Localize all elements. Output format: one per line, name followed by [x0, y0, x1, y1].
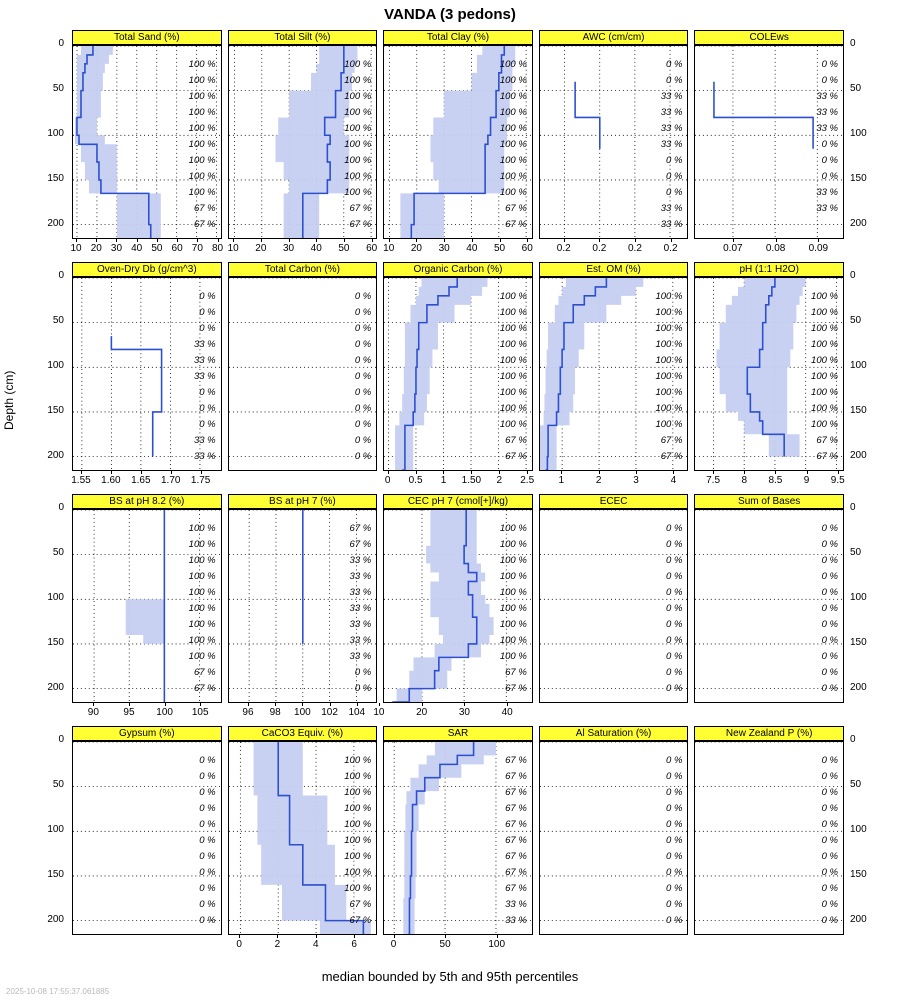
panel-cec-ph-7-cmol-kg — [383, 494, 533, 703]
plot-region — [383, 45, 533, 239]
plot-region — [694, 741, 844, 935]
x-tick-label: 1.50 — [461, 475, 482, 486]
x-tick-label: 0.2 — [628, 243, 642, 254]
x-tick-label: 1.65 — [131, 475, 151, 486]
panel-sar — [383, 726, 533, 935]
x-tick-label: 2.5 — [520, 475, 535, 486]
x-tick-label: 30 — [458, 707, 470, 718]
panel-ecec — [539, 494, 689, 703]
y-tick-label: 200 — [47, 682, 64, 694]
x-tick-label: 4 — [313, 939, 319, 950]
x-axis — [228, 939, 378, 953]
y-tick-label: 100 — [850, 128, 867, 140]
x-tick-label: 7.5 — [706, 475, 721, 486]
panel-title: ECEC — [539, 494, 689, 509]
y-tick-label: 100 — [47, 360, 64, 372]
y-axis-left — [38, 270, 68, 471]
x-axis — [539, 939, 689, 953]
y-tick-label: 50 — [850, 315, 862, 327]
y-axis-right — [848, 38, 882, 239]
x-tick-label: 0.09 — [808, 243, 829, 254]
x-tick-label: 100 — [488, 939, 506, 950]
x-tick-label: 50 — [493, 243, 506, 254]
plot-region — [383, 741, 533, 935]
x-tick-label: 100 — [156, 707, 173, 718]
panel-total-silt — [228, 30, 378, 239]
y-tick-label: 0 — [850, 502, 856, 513]
panel-ph-1-1-h2o — [694, 262, 844, 471]
y-axis-label: Depth (cm) — [2, 370, 16, 430]
panel-title: Total Sand (%) — [72, 30, 222, 45]
x-tick-label: 9.5 — [830, 475, 845, 486]
y-tick-label: 150 — [850, 173, 867, 185]
x-tick-label: 2 — [274, 939, 281, 950]
y-tick-label: 200 — [47, 450, 64, 462]
y-tick-label: 0 — [58, 734, 64, 745]
plot-region — [539, 277, 689, 471]
x-tick-label: 0 — [384, 475, 391, 486]
x-tick-label: 8.5 — [768, 475, 783, 486]
y-axis-left — [38, 734, 68, 935]
plot-region — [383, 277, 533, 471]
x-tick-label: 60 — [521, 243, 533, 254]
x-axis — [539, 707, 689, 721]
panel-total-carbon — [228, 262, 378, 471]
panel-title: COLEws — [694, 30, 844, 45]
x-tick-label: 1.55 — [71, 475, 91, 486]
x-tick-label: 90 — [87, 707, 99, 718]
y-tick-label: 0 — [850, 734, 856, 745]
y-tick-label: 200 — [47, 914, 64, 926]
panel-awc-cm-cm — [539, 30, 689, 239]
y-tick-label: 150 — [47, 173, 64, 185]
panel-gypsum — [72, 726, 222, 935]
x-axis — [228, 475, 378, 489]
x-axis — [383, 243, 533, 257]
y-tick-label: 0 — [58, 270, 64, 281]
x-tick-label: 10 — [383, 243, 395, 254]
y-tick-label: 200 — [850, 682, 867, 694]
x-tick-label: 0.2 — [592, 243, 607, 254]
plot-region — [539, 741, 689, 935]
x-tick-label: 0.08 — [765, 243, 786, 254]
x-tick-label: 30 — [282, 243, 295, 254]
x-tick-label: 95 — [123, 707, 135, 718]
panel-title: pH (1:1 H2O) — [694, 262, 844, 277]
panel-title: Gypsum (%) — [72, 726, 222, 741]
y-tick-label: 100 — [47, 824, 64, 836]
x-axis — [694, 475, 844, 489]
y-tick-label: 50 — [52, 83, 64, 95]
y-tick-label: 0 — [58, 502, 64, 513]
panel-title: Total Clay (%) — [383, 30, 533, 45]
y-tick-label: 0 — [58, 38, 64, 49]
y-tick-label: 150 — [47, 637, 64, 649]
plot-region — [694, 277, 844, 471]
page-title: VANDA (3 pedons) — [384, 6, 516, 23]
x-tick-label: 0 — [390, 939, 397, 950]
panel-title: Al Saturation (%) — [539, 726, 689, 741]
x-tick-label: 50 — [338, 243, 350, 254]
x-tick-label: 60 — [366, 243, 378, 254]
x-tick-label: 30 — [110, 243, 123, 254]
x-tick-label: 40 — [466, 243, 478, 254]
panel-title: BS at pH 8.2 (%) — [72, 494, 222, 509]
y-axis-left — [38, 502, 68, 703]
plot-region — [694, 509, 844, 703]
y-axis-right — [848, 734, 882, 935]
y-tick-label: 200 — [850, 914, 867, 926]
x-tick-label: 6 — [351, 939, 357, 950]
plot-region — [72, 741, 222, 935]
x-axis — [383, 939, 533, 953]
panel-title: Total Carbon (%) — [228, 262, 378, 277]
y-tick-label: 100 — [47, 592, 64, 604]
y-tick-label: 100 — [850, 824, 867, 836]
plot-region — [228, 741, 378, 935]
x-tick-label: 1 — [558, 475, 565, 486]
panel-new-zealand-p — [694, 726, 844, 935]
x-axis — [228, 243, 378, 257]
panel-title: New Zealand P (%) — [694, 726, 844, 741]
panel-bs-at-ph-7 — [228, 494, 378, 703]
plot-region — [228, 45, 378, 239]
x-tick-label: 1.60 — [101, 475, 121, 486]
x-axis — [72, 707, 222, 721]
panel-title: BS at pH 7 (%) — [228, 494, 378, 509]
x-tick-label: 40 — [310, 243, 322, 254]
plot-region — [694, 45, 844, 239]
x-axis — [539, 475, 689, 489]
x-tick-label: 96 — [242, 707, 254, 718]
timestamp: 2025-10-08 17:55:37.061885 — [6, 987, 110, 996]
x-tick-label: 40 — [131, 243, 143, 254]
y-tick-label: 50 — [850, 83, 862, 95]
y-axis-right — [848, 502, 882, 703]
y-tick-label: 150 — [850, 637, 867, 649]
y-tick-label: 200 — [47, 218, 64, 230]
y-axis-right — [848, 270, 882, 471]
x-axis — [72, 939, 222, 953]
y-tick-label: 150 — [47, 869, 64, 881]
panel-title: Sum of Bases — [694, 494, 844, 509]
y-tick-label: 100 — [850, 592, 867, 604]
panel-title: Total Silt (%) — [228, 30, 378, 45]
x-tick-label: 50 — [439, 939, 451, 950]
x-tick-label: 104 — [348, 707, 366, 718]
x-tick-label: 100 — [294, 707, 311, 718]
plot-region — [539, 509, 689, 703]
panel-title: CaCO3 Equiv. (%) — [228, 726, 378, 741]
y-tick-label: 0 — [850, 270, 856, 281]
panel-est-om — [539, 262, 689, 471]
x-tick-label: 102 — [321, 707, 338, 718]
x-tick-label: 105 — [191, 707, 209, 718]
y-tick-label: 150 — [850, 405, 867, 417]
x-tick-label: 4 — [670, 475, 677, 486]
x-tick-label: 3 — [633, 475, 639, 486]
x-tick-label: 1.75 — [190, 475, 211, 486]
panel-oven-dry-db-g-cm-3 — [72, 262, 222, 471]
x-tick-label: 0.07 — [723, 243, 743, 254]
footer-caption: median bounded by 5th and 95th percentiles — [321, 969, 579, 984]
x-tick-label: 1.70 — [161, 475, 181, 486]
x-axis — [228, 707, 378, 721]
x-tick-label: 20 — [416, 707, 428, 718]
x-tick-label: 20 — [410, 243, 422, 254]
panel-total-clay — [383, 30, 533, 239]
plot-region — [228, 277, 378, 471]
panel-title: Est. OM (%) — [539, 262, 689, 277]
y-tick-label: 50 — [850, 547, 862, 559]
x-tick-label: 10 — [373, 707, 385, 718]
x-tick-label: 20 — [255, 243, 267, 254]
panel-title: Organic Carbon (%) — [383, 262, 533, 277]
panel-title: Oven-Dry Db (g/cm^3) — [72, 262, 222, 277]
y-tick-label: 100 — [850, 360, 867, 372]
panel-caco3-equiv — [228, 726, 378, 935]
x-axis — [694, 707, 844, 721]
x-tick-label: 40 — [501, 707, 513, 718]
x-tick-label: 8 — [741, 475, 748, 486]
y-tick-label: 150 — [47, 405, 64, 417]
panel-colews — [694, 30, 844, 239]
x-tick-label: 98 — [269, 707, 281, 718]
plot-region — [539, 45, 689, 239]
x-tick-label: 70 — [191, 243, 203, 254]
y-tick-label: 50 — [52, 547, 64, 559]
x-tick-label: 60 — [171, 243, 183, 254]
y-tick-label: 200 — [850, 218, 867, 230]
plot-region — [383, 509, 533, 703]
x-tick-label: 80 — [211, 243, 224, 254]
y-axis-left — [38, 38, 68, 239]
x-axis — [373, 707, 533, 721]
x-tick-label: 10 — [227, 243, 239, 254]
plot-region — [72, 45, 222, 239]
x-tick-label: 30 — [438, 243, 450, 254]
y-tick-label: 50 — [52, 779, 64, 791]
x-tick-label: 0.2 — [556, 243, 571, 254]
x-tick-label: 20 — [90, 243, 102, 254]
y-tick-label: 100 — [47, 128, 64, 140]
x-tick-label: 0.2 — [663, 243, 678, 254]
panel-organic-carbon — [383, 262, 533, 471]
x-tick-label: 2 — [595, 475, 602, 486]
y-tick-label: 150 — [850, 869, 867, 881]
x-tick-label: 9 — [803, 475, 810, 486]
x-tick-label: 10 — [70, 243, 82, 254]
plot-region — [72, 509, 222, 703]
x-tick-label: 2 — [496, 475, 503, 486]
y-tick-label: 50 — [52, 315, 64, 327]
x-tick-label: 1 — [440, 475, 447, 486]
y-tick-label: 0 — [850, 38, 856, 49]
panel-bs-at-ph-8-2 — [72, 494, 222, 703]
panel-title: AWC (cm/cm) — [539, 30, 689, 45]
x-axis — [383, 475, 533, 489]
x-axis — [72, 475, 222, 489]
panel-al-saturation — [539, 726, 689, 935]
x-tick-label: 50 — [151, 243, 163, 254]
x-axis — [72, 243, 222, 257]
y-tick-label: 200 — [850, 450, 867, 462]
x-axis — [694, 939, 844, 953]
panel-total-sand — [72, 30, 222, 239]
panel-title: SAR — [383, 726, 533, 741]
x-tick-label: 0.5 — [408, 475, 423, 486]
plot-region — [228, 509, 378, 703]
panel-sum-of-bases — [694, 494, 844, 703]
panel-title: CEC pH 7 (cmol[+]/kg) — [383, 494, 533, 509]
y-tick-label: 50 — [850, 779, 862, 791]
plot-region — [72, 277, 222, 471]
x-tick-label: 0 — [236, 939, 242, 950]
x-axis — [694, 243, 844, 257]
x-axis — [539, 243, 689, 257]
